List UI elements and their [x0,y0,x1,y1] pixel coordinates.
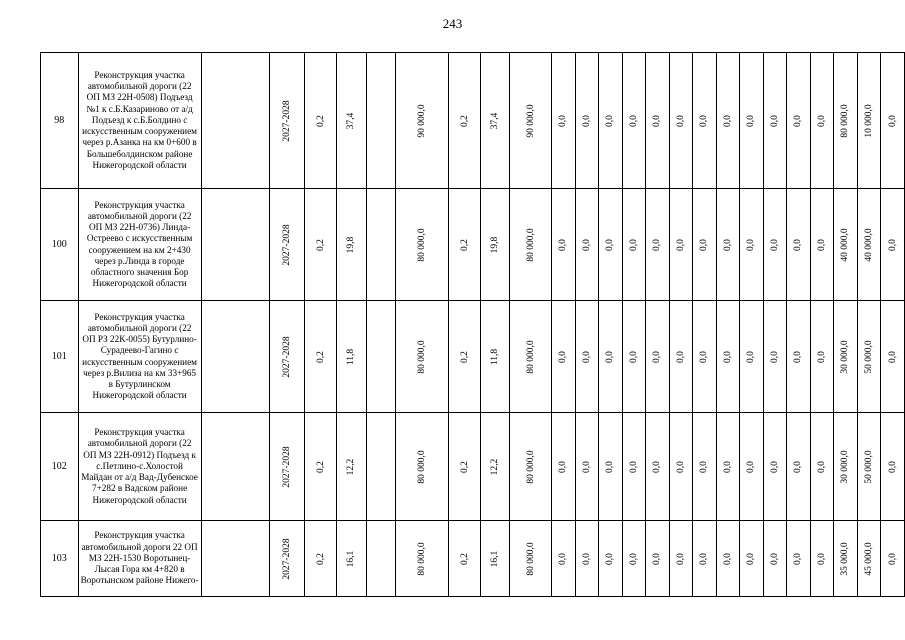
cell-value: 80 000,0 [417,541,428,576]
value-cell [810,301,834,413]
cell-value: 0,0 [581,114,592,127]
value-cell [396,521,449,597]
cell-value: 12,2 [346,458,357,475]
value-cell [305,301,336,413]
cell-value: 0,0 [652,238,663,251]
cell-value: 0,0 [675,114,686,127]
value-cell [552,521,576,597]
value-cell [270,521,305,597]
cell-value: 0,0 [887,238,898,251]
value-cell [881,53,905,189]
cell-value: 0,0 [746,552,757,565]
value-cell [857,301,881,413]
cell-value: 0,0 [887,114,898,127]
value-cell [669,189,693,301]
cell-value: 0,0 [722,460,733,473]
value-cell [857,53,881,189]
cell-value: 0,0 [793,114,804,127]
value-cell [646,53,670,189]
cell-value: 80 000,0 [417,339,428,374]
value-cell [693,521,717,597]
cell-value: 0,0 [628,238,639,251]
cell-value: 0,0 [628,460,639,473]
cell-value: 0,0 [722,350,733,363]
value-cell [510,521,552,597]
value-cell [510,189,552,301]
value-cell [575,521,599,597]
value-cell [480,413,509,521]
value-cell [552,301,576,413]
value-cell [693,189,717,301]
value-cell [693,53,717,189]
cell-value: 11,8 [346,348,357,365]
cell-value: 19,8 [489,236,500,253]
cell-value: 0,0 [816,552,827,565]
cell-value: 0,0 [581,238,592,251]
cell-value: 0,0 [558,552,569,565]
value-cell [669,521,693,597]
table-row [41,521,905,597]
cell-value: 0,0 [699,238,710,251]
value-cell [763,189,787,301]
cell-value: 0,0 [605,114,616,127]
value-cell [669,413,693,521]
cell-value: 2027-2028 [282,335,293,378]
value-cell [669,53,693,189]
cell-value: 45 000,0 [863,541,874,576]
cell-value: 0,0 [746,350,757,363]
cell-value: 0,0 [769,238,780,251]
cell-value: 0,0 [746,238,757,251]
cell-value: 0,0 [722,238,733,251]
cell-value: 40 000,0 [863,227,874,262]
value-cell [622,53,646,189]
row-number: 102 [41,413,79,521]
value-cell [857,413,881,521]
cell-value: 2027-2028 [282,445,293,488]
cell-value: 0,0 [605,350,616,363]
cell-value: 0,2 [315,238,326,251]
value-cell [740,189,764,301]
project-name: Реконструкция участка автомобильной дороги (22 ОП МЗ 22Н-0736) Линда-Остреево с искусственным сооружением на км 2+430 через р.Линда в городе областного значения Бор Нижегородской области [86,199,193,289]
cell-value: 0,0 [558,460,569,473]
value-cell [881,521,905,597]
value-cell [599,521,623,597]
value-cell [810,521,834,597]
value-cell [367,189,396,301]
value-cell [834,189,858,301]
cell-value: 19,8 [346,236,357,253]
value-cell [716,189,740,301]
cell-value: 0,0 [558,238,569,251]
value-cell [201,301,270,413]
value-cell [693,301,717,413]
value-cell [740,301,764,413]
value-cell [201,521,270,597]
value-cell [646,413,670,521]
cell-value: 90 000,0 [417,103,428,138]
value-cell [552,189,576,301]
value-cell [787,53,811,189]
value-cell [787,521,811,597]
cell-value: 0,0 [699,552,710,565]
value-cell [480,521,509,597]
cell-value: 0,0 [769,114,780,127]
value-cell [336,413,366,521]
cell-value: 0,2 [315,350,326,363]
value-cell [367,521,396,597]
value-cell [881,301,905,413]
value-cell [270,413,305,521]
cell-value: 0,2 [315,114,326,127]
cell-value: 11,8 [489,348,500,365]
cell-value: 0,2 [459,350,470,363]
cell-value: 0,0 [675,350,686,363]
cell-value: 0,0 [887,552,898,565]
cell-value: 0,0 [746,460,757,473]
value-cell [763,521,787,597]
value-cell [575,413,599,521]
cell-value: 0,0 [769,552,780,565]
value-cell [396,53,449,189]
cell-value: 0,0 [887,460,898,473]
value-cell [552,53,576,189]
cell-value: 0,0 [887,350,898,363]
cell-value: 90 000,0 [525,103,536,138]
value-cell [305,521,336,597]
value-cell [599,53,623,189]
value-cell [810,413,834,521]
value-cell [763,301,787,413]
cell-value: 0,0 [652,460,663,473]
value-cell [740,53,764,189]
value-cell [336,53,366,189]
cell-value: 0,0 [746,114,757,127]
cell-value: 10 000,0 [863,103,874,138]
value-cell [669,301,693,413]
value-cell [449,413,480,521]
cell-value: 2027-2028 [282,99,293,142]
value-cell [367,53,396,189]
value-cell [716,53,740,189]
value-cell [881,413,905,521]
cell-value: 0,0 [816,350,827,363]
cell-value: 80 000,0 [417,449,428,484]
cell-value: 0,0 [581,350,592,363]
value-cell [857,521,881,597]
cell-value: 16,1 [346,550,357,567]
cell-value: 0,0 [628,350,639,363]
value-cell [336,301,366,413]
cell-value: 0,0 [793,460,804,473]
value-cell [834,413,858,521]
cell-value: 0,0 [675,238,686,251]
cell-value: 0,2 [315,460,326,473]
project-name-cell [78,189,201,301]
value-cell [270,53,305,189]
value-cell [787,189,811,301]
value-cell [305,413,336,521]
cell-value: 37,4 [489,112,500,129]
value-cell [810,189,834,301]
table-row [41,189,905,301]
value-cell [834,301,858,413]
value-cell [201,189,270,301]
value-cell [480,301,509,413]
value-cell [449,53,480,189]
cell-value: 0,0 [605,460,616,473]
cell-value: 0,0 [816,238,827,251]
cell-value: 0,0 [699,460,710,473]
cell-value: 0,0 [699,114,710,127]
value-cell [716,301,740,413]
value-cell [693,413,717,521]
value-cell [763,413,787,521]
project-name-cell [78,521,201,597]
table-row [41,301,905,413]
cell-value: 0,0 [793,238,804,251]
cell-value: 0,0 [652,552,663,565]
value-cell [787,301,811,413]
value-cell [552,413,576,521]
value-cell [396,413,449,521]
cell-value: 0,0 [581,460,592,473]
value-cell [575,53,599,189]
value-cell [305,189,336,301]
value-cell [367,301,396,413]
value-cell [510,413,552,521]
cell-value: 0,0 [558,350,569,363]
cell-value: 0,0 [793,350,804,363]
cell-value: 80 000,0 [525,449,536,484]
cell-value: 0,0 [675,460,686,473]
cell-value: 12,2 [489,458,500,475]
value-cell [396,189,449,301]
project-name: Реконструкция участка автомобильной дороги 22 ОП МЗ 22Н-1530 Воротынец-Лысая Гора км 4+820 в Воротынском районе Нижего- [80,530,199,586]
row-number: 103 [41,521,79,597]
table-row [41,413,905,521]
value-cell [201,53,270,189]
value-cell [622,301,646,413]
cell-value: 0,0 [816,460,827,473]
value-cell [740,413,764,521]
cell-value: 50 000,0 [863,449,874,484]
value-cell [510,53,552,189]
row-number: 101 [41,301,79,413]
cell-value: 0,2 [459,552,470,565]
table-row [41,53,905,189]
cell-value: 30 000,0 [840,339,851,374]
value-cell [622,189,646,301]
cell-value: 0,2 [315,552,326,565]
value-cell [575,301,599,413]
data-table [40,52,905,597]
project-name-cell [78,301,201,413]
cell-value: 35 000,0 [840,541,851,576]
project-name: Реконструкция участка автомобильной дороги (22 ОП МЗ 22Н-0508) Подъезд №1 к с.Б.Казариново от а/д Подъезд к с.Б.Болдино с искусственным сооружением через р.Азанка на км 0+600 в Большеболдинском районе Нижегородской области [82,70,197,170]
value-cell [763,53,787,189]
cell-value: 0,0 [816,114,827,127]
value-cell [449,189,480,301]
value-cell [787,413,811,521]
value-cell [201,413,270,521]
project-name-cell [78,413,201,521]
cell-value: 40 000,0 [840,227,851,262]
cell-value: 0,0 [722,114,733,127]
value-cell [622,413,646,521]
value-cell [449,521,480,597]
cell-value: 0,0 [628,552,639,565]
value-cell [396,301,449,413]
value-cell [510,301,552,413]
value-cell [305,53,336,189]
cell-value: 0,0 [558,114,569,127]
value-cell [881,189,905,301]
cell-value: 0,0 [769,460,780,473]
cell-value: 0,0 [581,552,592,565]
cell-value: 0,0 [793,552,804,565]
cell-value: 0,0 [605,238,616,251]
cell-value: 80 000,0 [525,541,536,576]
cell-value: 0,0 [652,350,663,363]
cell-value: 0,0 [605,552,616,565]
value-cell [834,53,858,189]
cell-value: 0,0 [699,350,710,363]
cell-value: 0,0 [722,552,733,565]
value-cell [716,413,740,521]
cell-value: 0,2 [459,460,470,473]
value-cell [646,521,670,597]
value-cell [575,189,599,301]
cell-value: 50 000,0 [863,339,874,374]
project-name: Реконструкция участка автомобильной дороги (22 ОП МЗ 22Н-0912) Подъезд к с.Петлино-с.Холостой Майдан от а/д Вад-Дубенское 7+282 в Вадском районе Нижегородской области [81,427,198,505]
value-cell [599,301,623,413]
cell-value: 37,4 [346,112,357,129]
cell-value: 0,2 [459,238,470,251]
value-cell [646,301,670,413]
value-cell [336,521,366,597]
cell-value: 80 000,0 [417,227,428,262]
row-number: 98 [41,53,79,189]
value-cell [270,189,305,301]
cell-value: 0,2 [459,114,470,127]
cell-value: 0,0 [769,350,780,363]
value-cell [599,413,623,521]
value-cell [810,53,834,189]
cell-value: 80 000,0 [840,103,851,138]
value-cell [367,413,396,521]
value-cell [480,53,509,189]
cell-value: 80 000,0 [525,339,536,374]
cell-value: 16,1 [489,550,500,567]
value-cell [336,189,366,301]
value-cell [599,189,623,301]
row-number: 100 [41,189,79,301]
value-cell [480,189,509,301]
value-cell [857,189,881,301]
cell-value: 0,0 [675,552,686,565]
value-cell [740,521,764,597]
cell-value: 0,0 [628,114,639,127]
cell-value: 2027-2028 [282,223,293,266]
value-cell [449,301,480,413]
value-cell [716,521,740,597]
value-cell [646,189,670,301]
page-number: 243 [442,16,463,31]
project-name: Реконструкция участка автомобильной дороги (22 ОП РЗ 22К-0055) Бутурлино-Сурадеево-Гагино с искусственным сооружением через р.Вилиза на км 33+965 в Бутурлинском Нижегородской области [82,311,197,401]
cell-value: 2027-2028 [282,537,293,580]
cell-value: 80 000,0 [525,227,536,262]
value-cell [834,521,858,597]
value-cell [622,521,646,597]
project-name-cell [78,53,201,189]
cell-value: 0,0 [652,114,663,127]
value-cell [270,301,305,413]
cell-value: 30 000,0 [840,449,851,484]
